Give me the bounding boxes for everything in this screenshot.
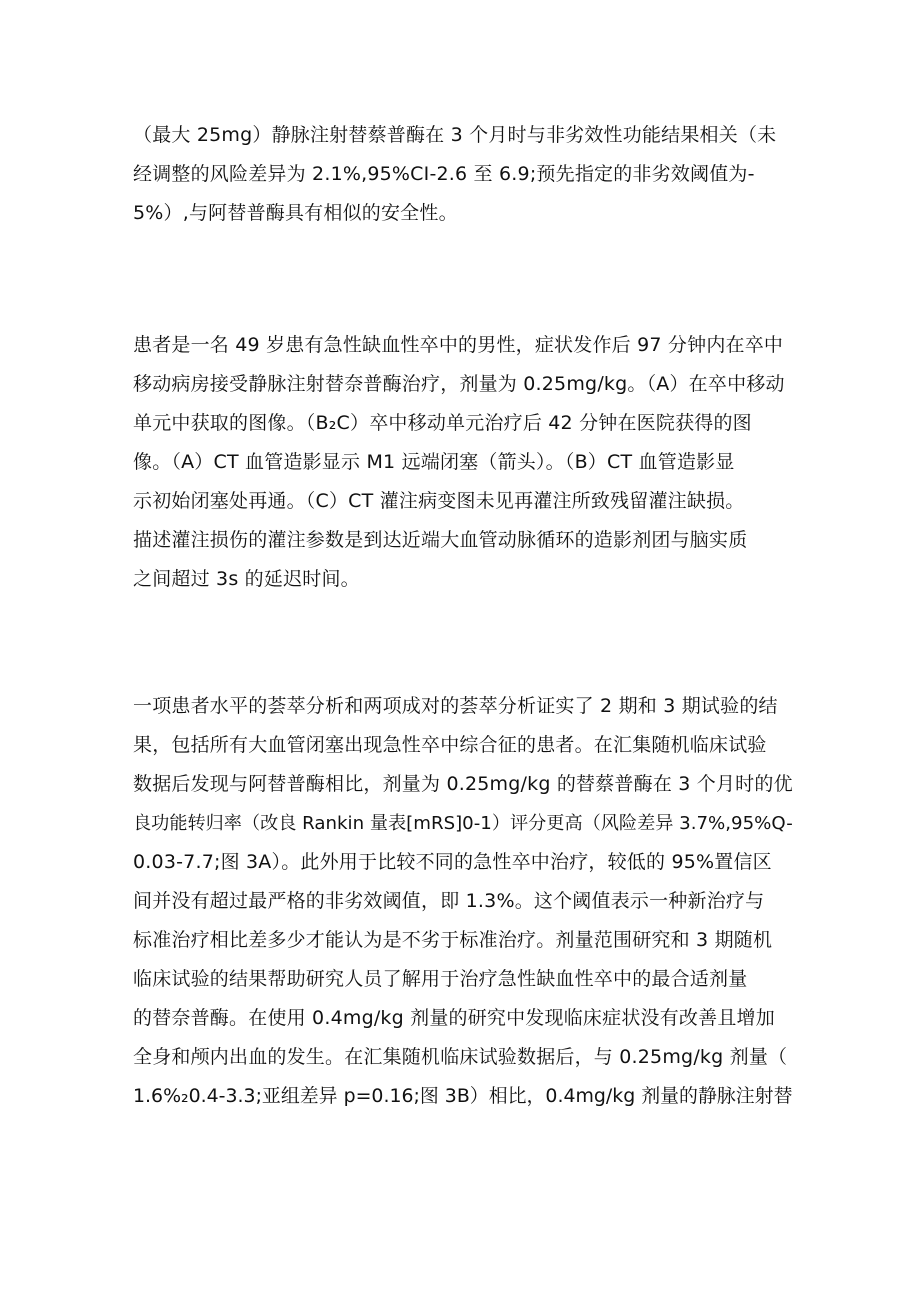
text-line: 良功能转归率（改良 Rankin 量表[mRS]0-1）评分更高（风险差异 3.7%,95%Q- [133, 813, 793, 834]
text-line: 5%）,与阿替普酶具有相似的安全性。 [133, 202, 458, 224]
text-line: 单元中获取的图像。（B₂C）卒中移动单元治疗后 42 分钟在医院获得的图 [133, 412, 752, 434]
text-line: 临床试验的结果帮助研究人员了解用于治疗急性缺血性卒中的最合适剂量 [133, 968, 748, 990]
paragraph-2 [133, 326, 793, 599]
text-line: 描述灌注损伤的灌注参数是到达近端大血管动脉循环的造影剂团与脑实质 [133, 529, 748, 551]
text-line: 1.6%₂0.4-3.3;亚组差异 p=0.16;图 3B）相比，0.4mg/kg 剂量的静脉注射替 [133, 1085, 793, 1107]
text-line: 患者是一名 49 岁患有急性缺血性卒中的男性，症状发作后 97 分钟内在卒中 [133, 334, 784, 356]
text-line: 标准治疗相比差多少才能认为是不劣于标准治疗。剂量范围研究和 3 期随机 [133, 929, 773, 951]
text-line: 示初始闭塞处再通。（C）CT 灌注病变图未见再灌注所致残留灌注缺损。 [133, 490, 745, 512]
text-line: 全身和颅内出血的发生。在汇集随机临床试验数据后，与 0.25mg/kg 剂量（ [133, 1046, 788, 1068]
paragraph-3 [133, 687, 793, 1116]
text-line: 一项患者水平的荟萃分析和两项成对的荟萃分析证实了 2 期和 3 期试验的结 [133, 695, 778, 717]
text-line: 的替奈普酶。在使用 0.4mg/kg 剂量的研究中发现临床症状没有改善且增加 [133, 1007, 775, 1029]
text-line: 移动病房接受静脉注射替奈普酶治疗，剂量为 0.25mg∕kg。（A）在卒中移动 [133, 373, 785, 395]
text-line: 之间超过 3s 的延迟时间。 [133, 568, 360, 590]
paragraph-1 [133, 116, 793, 233]
text-line: 间并没有超过最严格的非劣效阈值，即 1.3%。这个阈值表示一种新治疗与 [133, 890, 765, 912]
text-line: 0.03-7.7;图 3A）。此外用于比较不同的急性卒中治疗，较低的 95%置信区 [133, 851, 772, 873]
text-line: 数据后发现与阿替普酶相比，剂量为 0.25mg/kg 的替蔡普酶在 3 个月时的优 [133, 773, 793, 795]
text-line: 像。（A）CT 血管造影显示 M1 远端闭塞（箭头）。（B）CT 血管造影显 [133, 451, 735, 473]
text-line: 果，包括所有大血管闭塞出现急性卒中综合征的患者。在汇集随机临床试验 [133, 734, 767, 756]
text-line: 经调整的风险差异为 2.1%,95%CI-2.6 至 6.9;预先指定的非劣效阈值为- [133, 163, 755, 185]
text-line: （最大 25mg）静脉注射替蔡普酶在 3 个月时与非劣效性功能结果相关（未 [133, 124, 777, 146]
